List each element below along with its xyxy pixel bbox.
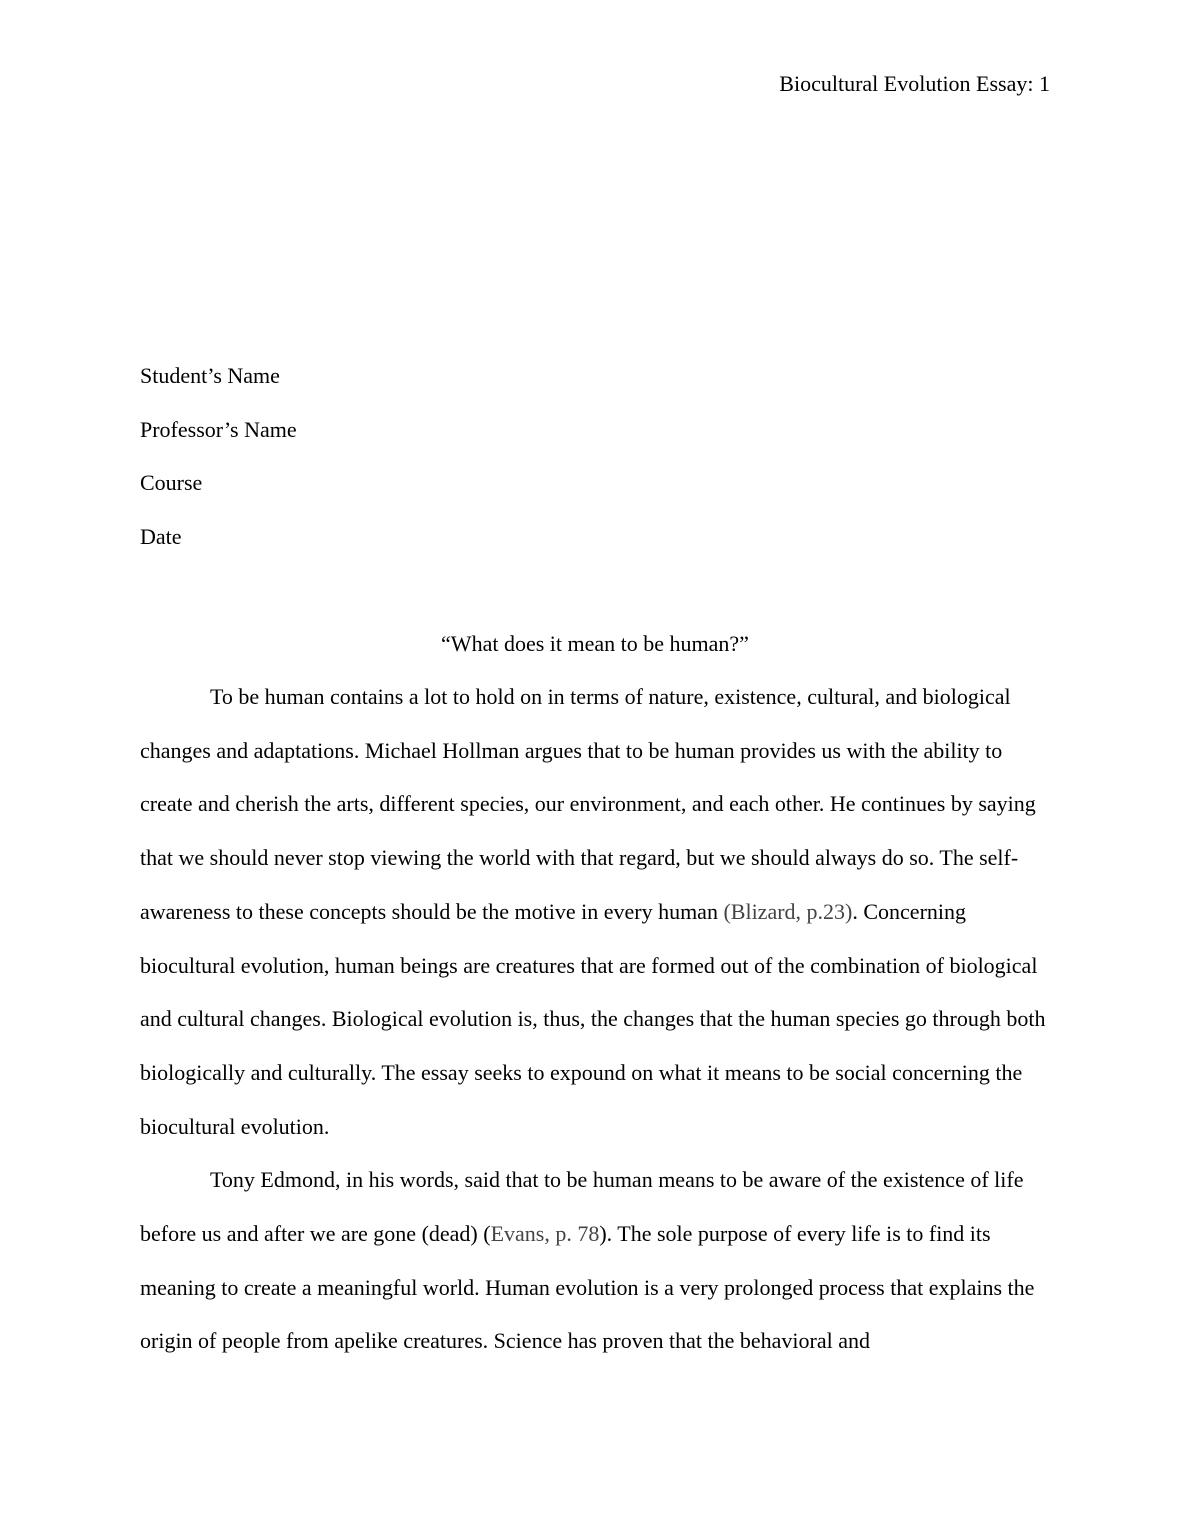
- essay-body: [140, 670, 1050, 1368]
- citation-blizard: (Blizard, p.23): [723, 898, 853, 924]
- paragraph-1-text-start: To be human contains a lot to hold on in terms of nature, existence, cultural, and biological changes and adaptations. Michael Hollman argues that to be human provides us with the ability to create and cherish the arts, different species, our environment, and each other. He continues by saying that we should never stop viewing the world with that regard, but we should always do so. The self-awareness to these concepts should be the motive in every human: [140, 684, 1036, 924]
- date: Date: [140, 524, 182, 550]
- citation-evans: Evans, p. 78: [490, 1221, 600, 1247]
- running-head: Biocultural Evolution Essay: 1: [779, 71, 1050, 96]
- professor-name: Professor’s Name: [140, 416, 297, 442]
- paragraph-1: [140, 670, 1050, 1153]
- essay-title: “What does it mean to be human?”: [441, 631, 749, 656]
- course-name: Course: [140, 470, 203, 496]
- paragraph-2-text-start: Tony Edmond, in his words, said that to be human means to be aware of the existence of life before us and after we are gone (dead) (: [140, 1167, 1024, 1247]
- student-name: Student’s Name: [140, 363, 280, 388]
- paragraph-1-text-end: . Concerning biocultural evolution, human beings are creatures that are formed out of the combination of biological and cultural changes. Biological evolution is, thus, the changes that the human species go through both biologically and culturally. The essay seeks to expound on what it means to be social concerning the biocultural evolution.: [140, 898, 1046, 1139]
- student-heading-block: [140, 362, 1050, 577]
- paragraph-2-text-end: ). The sole purpose of every life is to find its meaning to create a meaningful world. Human evolution is a very prolonged process that explains the origin of people from apelike creatures. Science has proven that the behavioral and: [140, 1221, 1035, 1354]
- paragraph-2: [140, 1153, 1050, 1368]
